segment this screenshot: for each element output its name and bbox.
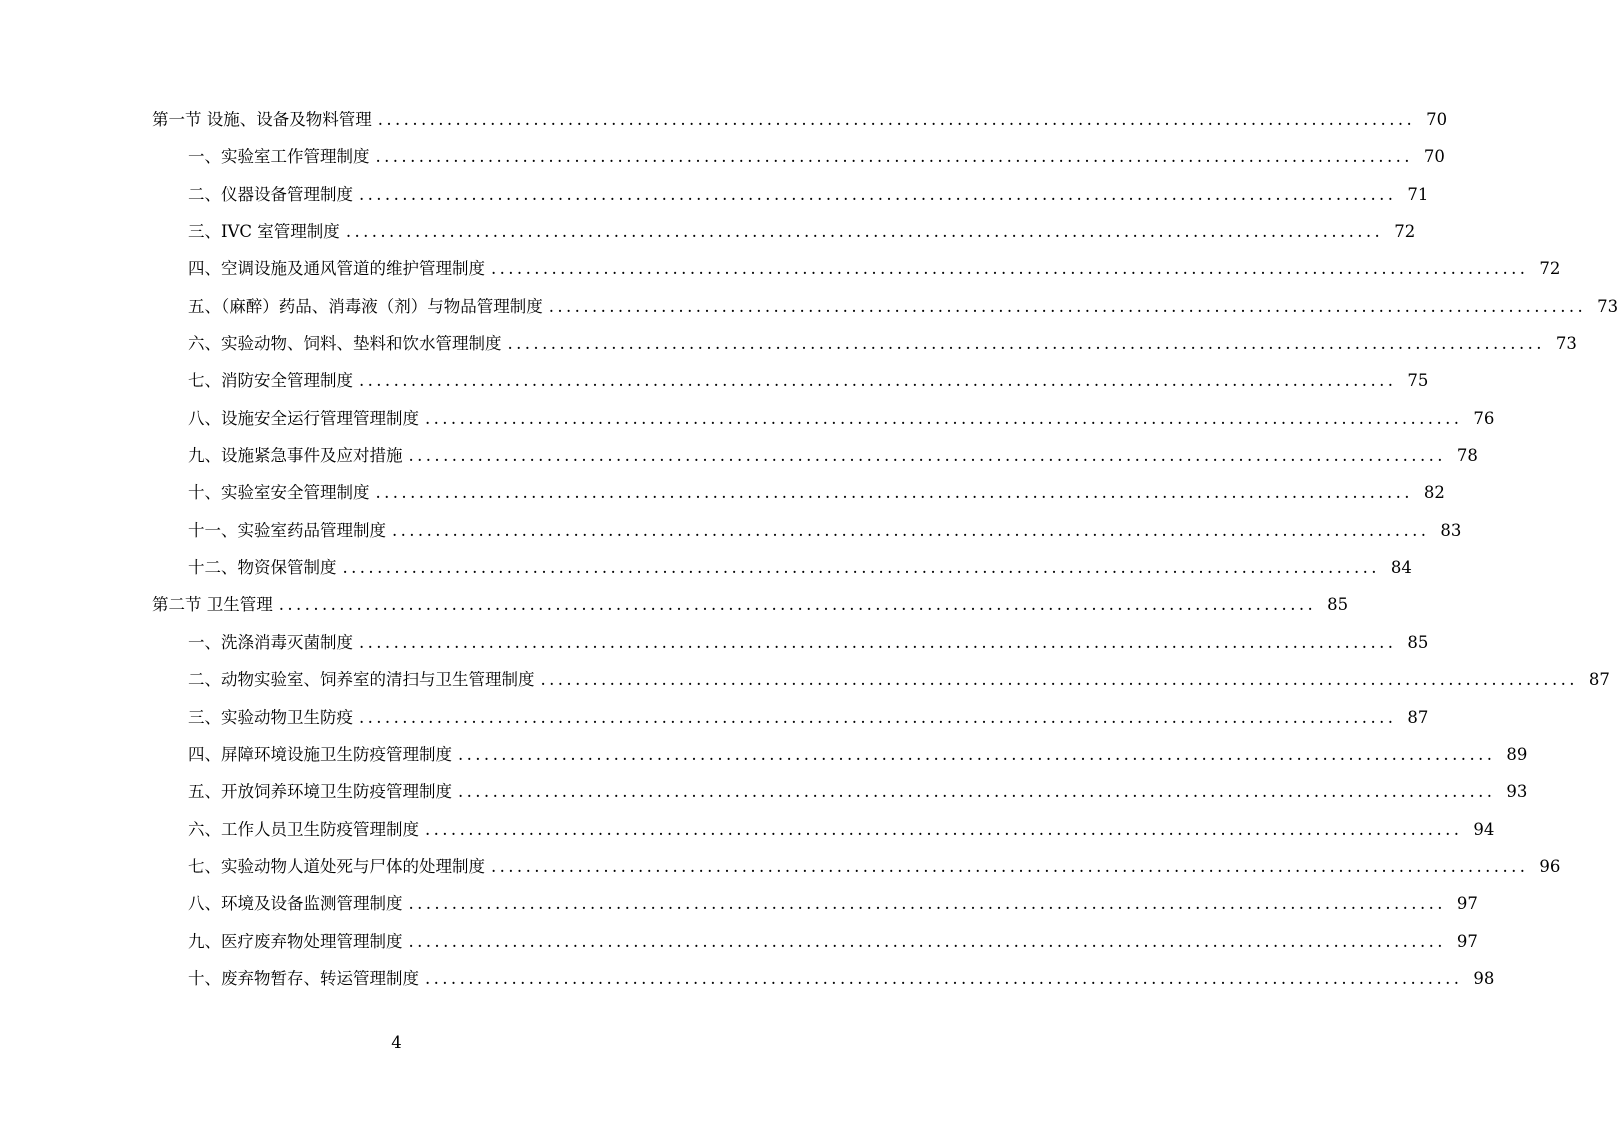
toc-entry-title: 三、IVC 室管理制度 <box>188 222 340 242</box>
toc-dot-leader: ........................................................................................................................ <box>408 931 1446 951</box>
toc-entry-title: 六、工作人员卫生防疫管理制度 <box>188 819 419 839</box>
toc-entry-title: 四、空调设施及通风管道的维护管理制度 <box>188 259 485 279</box>
toc-entry-page: 85 <box>1407 632 1429 652</box>
toc-dot-leader: ........................................................................................................................ <box>342 558 1380 578</box>
toc-entry-title: 七、消防安全管理制度 <box>188 371 353 391</box>
toc-entry-title: 七、实验动物人道处死与尸体的处理制度 <box>188 856 485 876</box>
toc-subsection-entry <box>0 512 1462 549</box>
toc-entry-title: 一、实验室工作管理制度 <box>188 147 370 167</box>
toc-subsection-entry <box>0 437 1478 474</box>
toc-section-entry <box>0 586 1349 623</box>
toc-entry-title: 第一节 设施、设备及物料管理 <box>152 110 372 129</box>
toc-dot-leader: ........................................................................................................................ <box>425 968 1463 988</box>
toc-dot-leader: ........................................................................................................................ <box>377 110 1416 129</box>
toc-dot-leader: ........................................................................................................................ <box>491 856 1529 876</box>
toc-entry-title: 十一、实验室药品管理制度 <box>188 520 386 540</box>
toc-entry-page: 72 <box>1394 222 1416 242</box>
toc-entry-page: 94 <box>1473 819 1495 839</box>
toc-dot-leader: ........................................................................................................................ <box>408 446 1446 466</box>
toc-dot-leader: ........................................................................................................................ <box>359 632 1397 652</box>
toc-subsection-entry <box>0 699 1429 736</box>
toc-subsection-entry <box>0 736 1528 773</box>
toc-subsection-entry <box>0 325 1577 362</box>
page-number: 4 <box>391 1033 402 1052</box>
toc-dot-leader: ........................................................................................................................ <box>540 670 1578 690</box>
toc-dot-leader: ........................................................................................................................ <box>359 371 1397 391</box>
toc-entry-page: 93 <box>1506 782 1528 802</box>
toc-entry-title: 九、医疗废弃物处理管理制度 <box>188 931 403 951</box>
toc-entry-title: 六、实验动物、饲料、垫料和饮水管理制度 <box>188 334 502 354</box>
toc-entry-title: 二、仪器设备管理制度 <box>188 184 353 204</box>
toc-entry-title: 五、（麻醉）药品、消毒液（剂）与物品管理制度 <box>188 296 543 316</box>
toc-entry-title: 三、实验动物卫生防疫 <box>188 707 353 727</box>
toc-entry-title: 第二节 卫生管理 <box>152 595 273 615</box>
toc-entry-page: 72 <box>1539 259 1561 279</box>
toc-dot-leader: ........................................................................................................................ <box>359 184 1397 204</box>
toc-subsection-entry <box>0 400 1495 437</box>
toc-subsection-entry <box>0 176 1429 213</box>
toc-entry-page: 96 <box>1539 856 1561 876</box>
toc-entry-title: 五、开放饲养环境卫生防疫管理制度 <box>188 782 452 802</box>
toc-entry-title: 十二、物资保管制度 <box>188 558 337 578</box>
toc-subsection-entry <box>0 811 1495 848</box>
toc-dot-leader: ........................................................................................................................ <box>375 483 1413 503</box>
toc-subsection-entry <box>0 848 1561 885</box>
toc-entry-title: 九、设施紧急事件及应对措施 <box>188 446 403 466</box>
toc-entry-page: 87 <box>1588 670 1610 690</box>
toc-entry-page: 89 <box>1506 744 1528 764</box>
toc-entry-page: 73 <box>1597 296 1618 316</box>
toc-dot-leader: ........................................................................................................................ <box>359 707 1397 727</box>
toc-dot-leader: ........................................................................................................................ <box>491 259 1529 279</box>
toc-entry-title: 十、实验室安全管理制度 <box>188 483 370 503</box>
table-of-contents <box>0 101 1618 997</box>
toc-entry-page: 83 <box>1440 520 1462 540</box>
toc-dot-leader: ........................................................................................................................ <box>375 147 1413 167</box>
toc-entry-page: 98 <box>1473 968 1495 988</box>
toc-dot-leader: ........................................................................................................................ <box>425 819 1463 839</box>
toc-subsection-entry <box>0 288 1618 325</box>
toc-subsection-entry <box>0 549 1412 586</box>
toc-dot-leader: ........................................................................................................................ <box>425 408 1463 428</box>
toc-dot-leader: ........................................................................................................................ <box>507 334 1545 354</box>
toc-subsection-entry <box>0 624 1429 661</box>
toc-dot-leader: ........................................................................................................................ <box>458 744 1496 764</box>
toc-subsection-entry <box>0 362 1429 399</box>
toc-dot-leader: ........................................................................................................................ <box>408 894 1446 914</box>
toc-entry-page: 70 <box>1423 147 1445 167</box>
toc-subsection-entry <box>0 138 1445 175</box>
toc-subsection-entry <box>0 960 1495 997</box>
toc-subsection-entry <box>0 213 1416 250</box>
toc-subsection-entry <box>0 661 1610 698</box>
toc-dot-leader: ........................................................................................................................ <box>345 222 1384 242</box>
toc-entry-page: 82 <box>1423 483 1445 503</box>
toc-entry-title: 十、废弃物暂存、转运管理制度 <box>188 968 419 988</box>
toc-entry-title: 四、屏障环境设施卫生防疫管理制度 <box>188 744 452 764</box>
toc-entry-page: 75 <box>1407 371 1429 391</box>
toc-entry-title: 二、动物实验室、饲养室的清扫与卫生管理制度 <box>188 670 535 690</box>
toc-entry-page: 97 <box>1456 894 1478 914</box>
toc-entry-title: 八、设施安全运行管理管理制度 <box>188 408 419 428</box>
toc-entry-page: 70 <box>1426 110 1448 129</box>
toc-entry-page: 73 <box>1555 334 1577 354</box>
toc-entry-title: 一、洗涤消毒灭菌制度 <box>188 632 353 652</box>
toc-subsection-entry <box>0 773 1528 810</box>
toc-dot-leader: ........................................................................................................................ <box>548 296 1587 316</box>
toc-entry-page: 87 <box>1407 707 1429 727</box>
toc-entry-page: 78 <box>1456 446 1478 466</box>
toc-dot-leader: ........................................................................................................................ <box>458 782 1496 802</box>
toc-entry-page: 97 <box>1456 931 1478 951</box>
toc-subsection-entry <box>0 885 1478 922</box>
toc-dot-leader: ........................................................................................................................ <box>278 595 1317 615</box>
toc-subsection-entry <box>0 474 1445 511</box>
toc-entry-page: 85 <box>1327 595 1349 615</box>
toc-section-entry <box>0 101 1448 138</box>
toc-entry-title: 八、环境及设备监测管理制度 <box>188 894 403 914</box>
toc-dot-leader: ........................................................................................................................ <box>392 520 1430 540</box>
toc-subsection-entry <box>0 923 1478 960</box>
toc-entry-page: 76 <box>1473 408 1495 428</box>
toc-subsection-entry <box>0 250 1561 287</box>
toc-entry-page: 84 <box>1390 558 1412 578</box>
toc-entry-page: 71 <box>1407 184 1429 204</box>
